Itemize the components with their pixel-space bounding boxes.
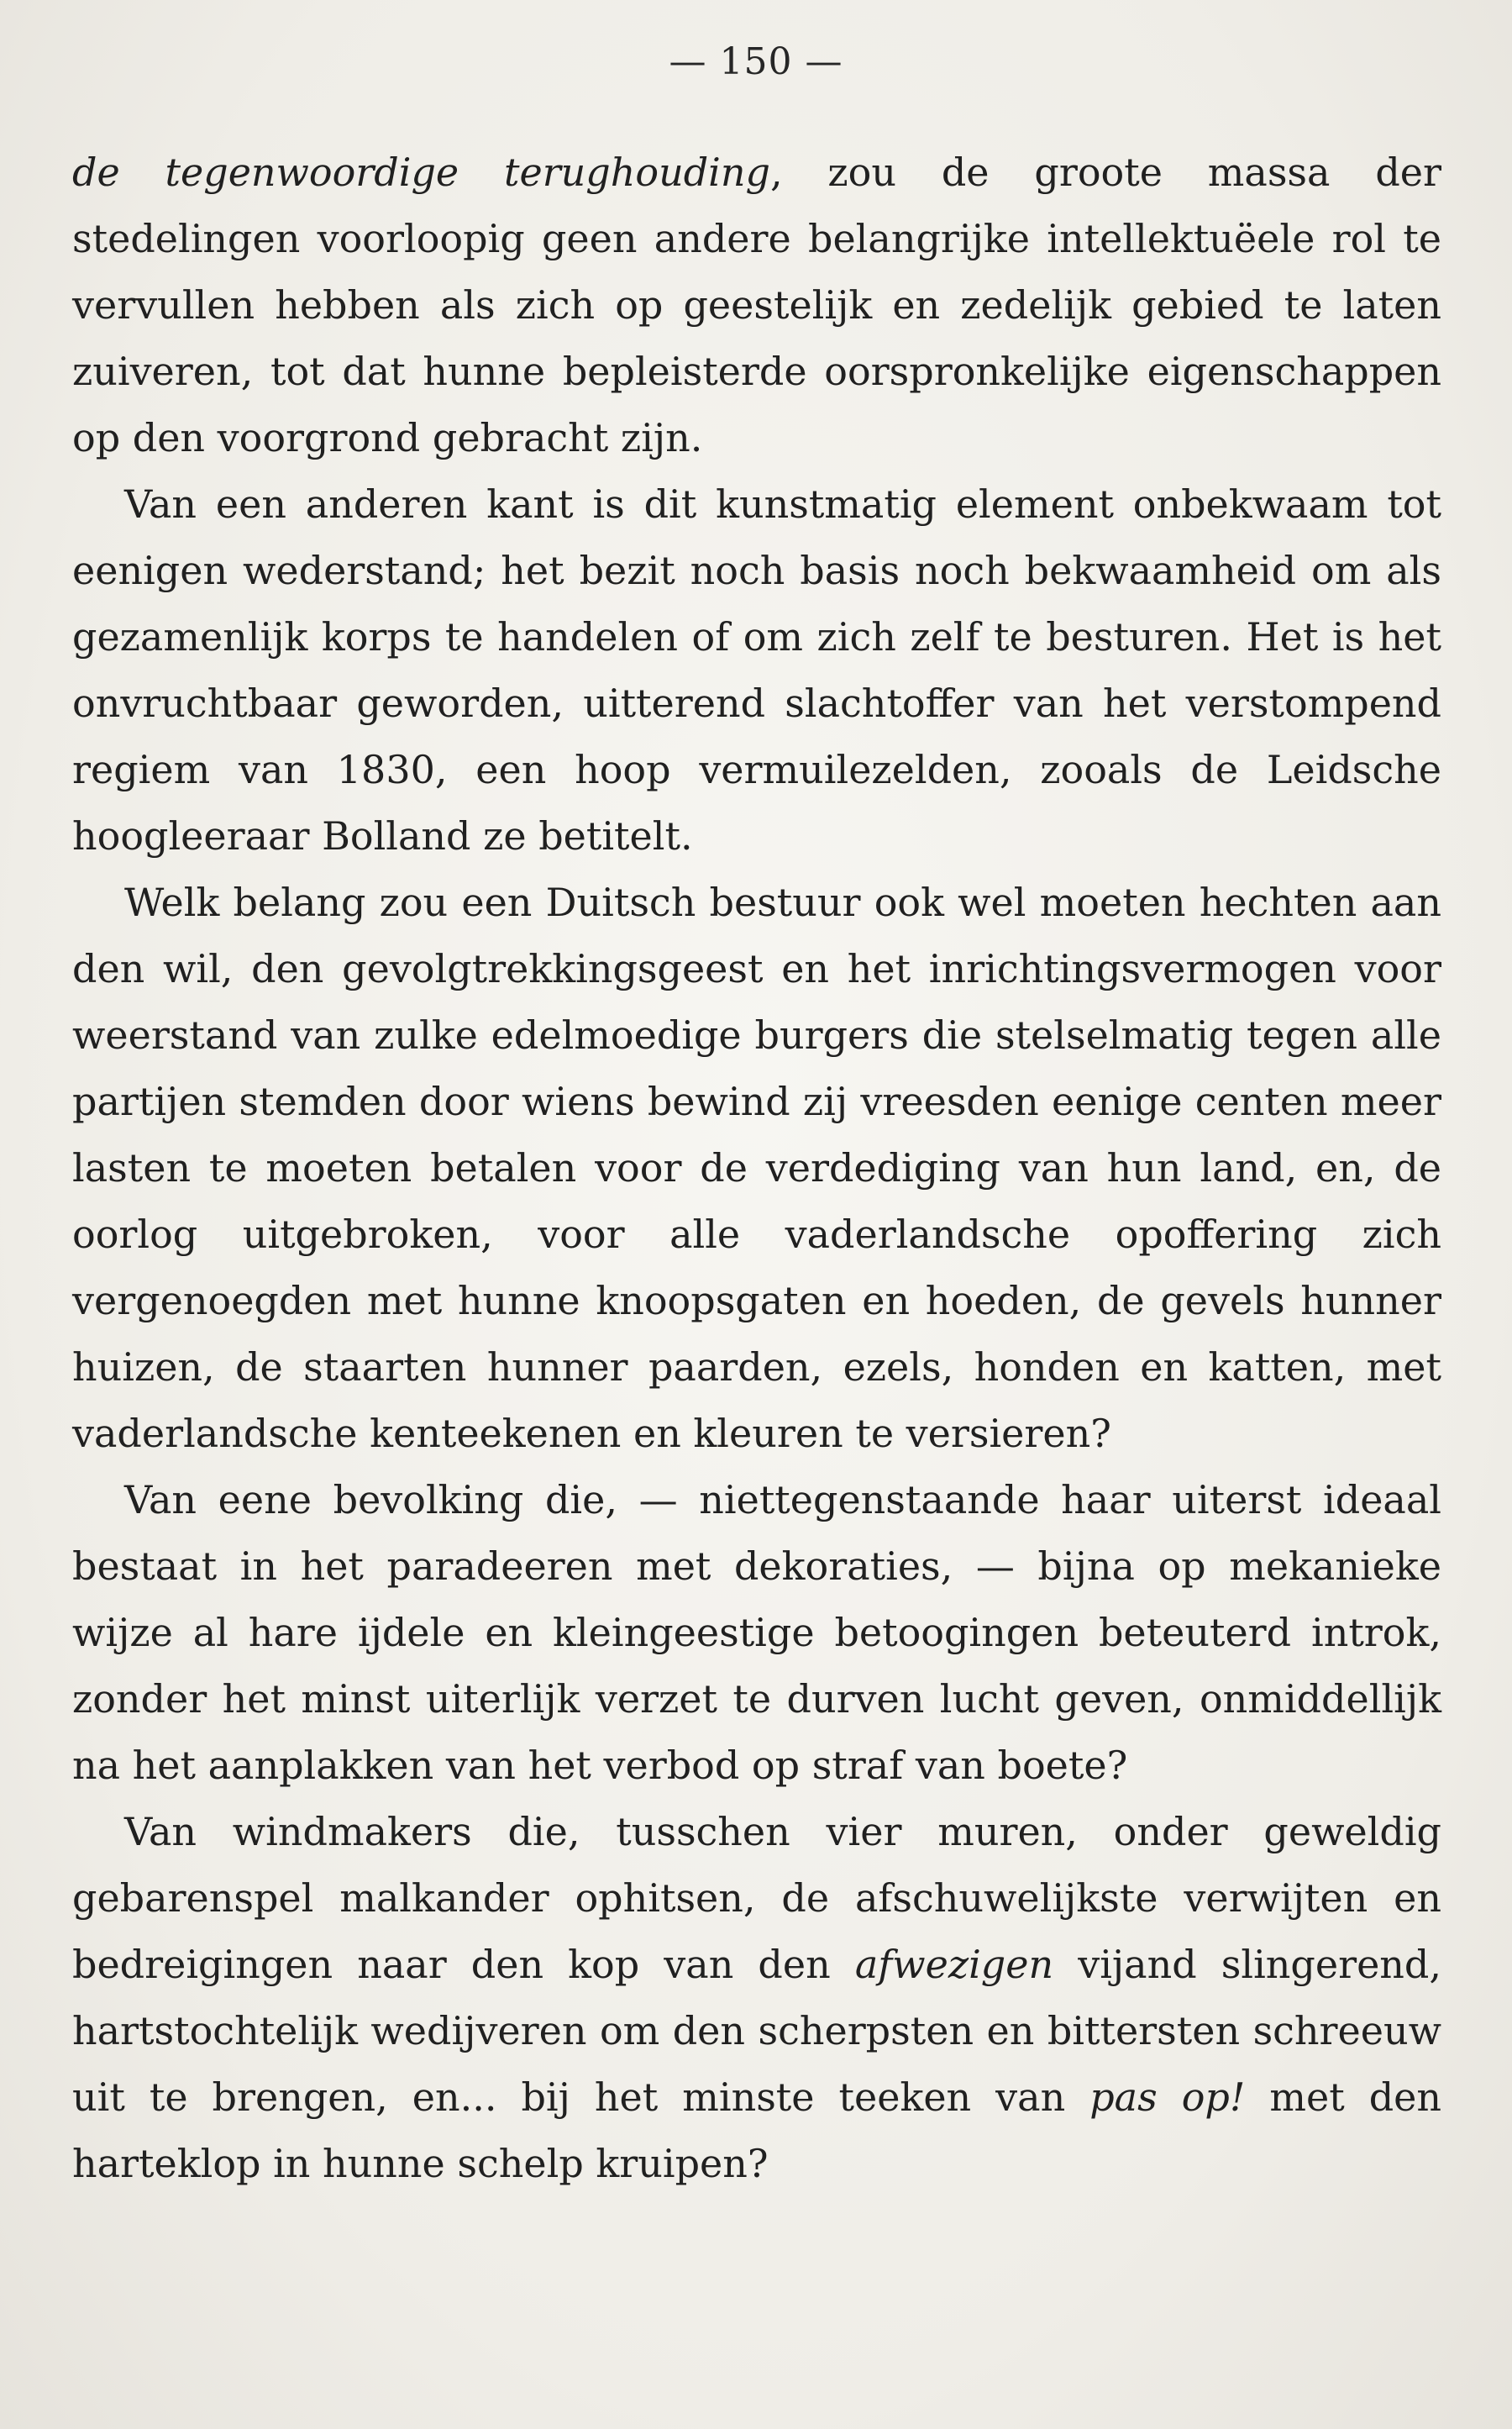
text-run: Van windmakers die, tusschen vier muren, onder geweldig gebarenspel malkander ophitsen, de afschuwelijkste verwijten en bedreigingen naar den kop van den — [72, 1809, 1441, 1987]
body-text — [72, 139, 1441, 2197]
paragraph — [72, 139, 1441, 471]
italic-phrase: de tegenwoordige terughouding — [72, 150, 770, 195]
italic-phrase: afwezigen — [854, 1942, 1054, 1987]
text-run: met den harteklop in hunne schelp kruipen? — [72, 2074, 1441, 2186]
paragraph — [72, 471, 1441, 870]
text-run: Van eene bevolking die, — niettegenstaande haar uiterst ideaal bestaat in het paradeeren met dekoraties, — bijna op mekanieke wijze al hare ijdele en kleingeestige betoogingen beteuterd introk, zonder het minst uiterlijk verzet te durven lucht geven, onmiddellijk na het aanplakken van het verbod op straf van boete? — [72, 1477, 1441, 1788]
page-number: — 150 — — [669, 40, 843, 83]
paragraph — [72, 1467, 1441, 1799]
paragraph — [72, 1799, 1441, 2197]
italic-phrase: pas op! — [1089, 2074, 1246, 2120]
text-run: , zou de groote massa der stedelingen voorloopig geen andere belangrijke intellektuëele rol te vervullen hebben als zich op geestelijk en zedelijk gebied te laten zuiveren, tot dat hunne bepleisterde oorspronkelijke eigenschappen op den voorgrond gebracht zijn. — [72, 150, 1441, 460]
text-run: Van een anderen kant is dit kunstmatig element onbekwaam tot eenigen wederstand; het bezit noch basis noch bekwaamheid om als gezamenlijk korps te handelen of om zich zelf te besturen. Het is het onvruchtbaar geworden, uitterend slachtoffer van het verstompend regiem van 1830, een hoop vermuilezelden, zooals de Leidsche hoogleeraar Bolland ze betitelt. — [72, 481, 1441, 859]
text-run: Welk belang zou een Duitsch bestuur ook wel moeten hechten aan den wil, den gevolgtrekkingsgeest en het inrichtingsvermogen voor weerstand van zulke edelmoedige burgers die stelselmatig tegen alle partijen stemden door wiens bewind zij vreesden eenige centen meer lasten te moeten betalen voor de verdediging van hun land, en, de oorlog uitgebroken, voor alle vaderlandsche opoffering zich vergenoegden met hunne knoopsgaten en hoeden, de gevels hunner huizen, de staarten hunner paarden, ezels, honden en katten, met vaderlandsche kenteekenen en kleuren te versieren? — [72, 880, 1441, 1456]
text-run: vijand slingerend, hartstochtelijk wedijveren om den scherpsten en bittersten schreeuw uit te brengen, en... bij het minste teeken van — [72, 1942, 1441, 2120]
paragraph — [72, 870, 1441, 1467]
